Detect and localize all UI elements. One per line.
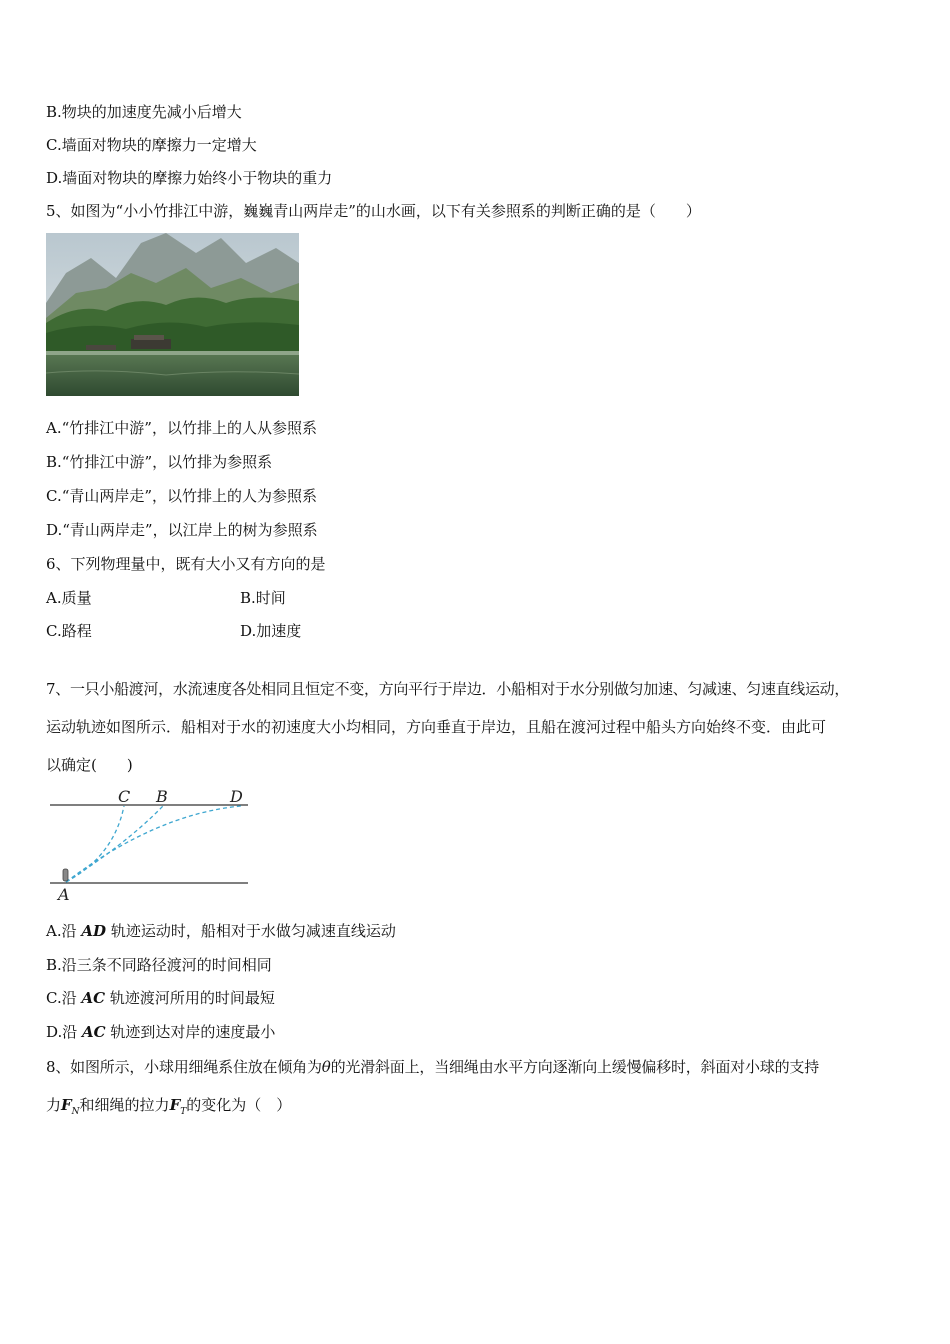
path-ad [66, 806, 241, 882]
river-crossing-diagram [46, 786, 256, 904]
boat-icon [63, 869, 68, 881]
q6-option-c: C.路程 [46, 622, 92, 640]
q7-stem-line1: 7、一只小船渡河，水流速度各处相同且恒定不变，方向平行于岸边．小船相对于水分别做匀加速、匀减速、匀速直线运动， [46, 680, 850, 698]
q4-option-d: D.墙面对物块的摩擦力始终小于物块的重力 [46, 169, 333, 187]
q5-option-d: D.“青山两岸走”，以江岸上的树为参照系 [46, 521, 318, 539]
label-a: A [58, 885, 70, 904]
q7-option-a: A.沿 AD 轨迹运动时，船相对于水做匀减速直线运动 [46, 922, 396, 940]
q5-option-c: C.“青山两岸走”，以竹排上的人为参照系 [46, 487, 318, 505]
path-ab [66, 806, 163, 882]
force-fn: F [61, 1096, 72, 1114]
var-ad: AD [81, 922, 107, 940]
q4-option-b: B.物块的加速度先减小后增大 [46, 103, 242, 121]
q7-stem-line2: 运动轨迹如图所示．船相对于水的初速度大小均相同，方向垂直于岸边，且船在渡河过程中船头方向始终不变．由此可 [46, 718, 827, 736]
q6-option-d: D.加速度 [240, 622, 302, 640]
q7-stem-line3: 以确定( ) [46, 756, 133, 774]
landscape-photo [46, 233, 299, 396]
var-ac: AC [81, 989, 106, 1007]
q7-option-c: C.沿 AC 轨迹渡河所用的时间最短 [46, 989, 275, 1007]
q5-option-b: B.“竹排江中游”，以竹排为参照系 [46, 453, 273, 471]
label-d: D [230, 787, 243, 806]
label-b: B [156, 787, 168, 806]
q5-stem: 5、如图为“小小竹排江中游，巍巍青山两岸走”的山水画，以下有关参照系的判断正确的是（ ） [46, 202, 701, 220]
force-ft: F [169, 1096, 181, 1114]
var-ac-2: AC [82, 1023, 106, 1041]
q7-option-d: D.沿 AC 轨迹到达对岸的速度最小 [46, 1023, 276, 1041]
q5-option-a: A.“竹排江中游”，以竹排上的人从参照系 [46, 419, 317, 437]
q7-option-b: B.沿三条不同路径渡河的时间相同 [46, 956, 272, 974]
q6-option-a: A.质量 [46, 589, 92, 607]
q8-stem-line2: 力$F_N$和细绳的拉力$F_T$的变化为（ ） [46, 1096, 292, 1117]
q6-stem: 6、下列物理量中，既有大小又有方向的是 [46, 555, 326, 573]
q4-option-c: C.墙面对物块的摩擦力一定增大 [46, 136, 257, 154]
label-c: C [118, 787, 131, 806]
path-ac [66, 806, 124, 882]
q8-stem-line1: 8、如图所示，小球用细绳系住放在倾角为θ的光滑斜面上，当细绳由水平方向逐渐向上缓慢偏移时，斜面对小球的支持 [46, 1058, 819, 1076]
q6-option-b: B.时间 [240, 589, 286, 607]
theta-symbol: θ [321, 1058, 331, 1076]
